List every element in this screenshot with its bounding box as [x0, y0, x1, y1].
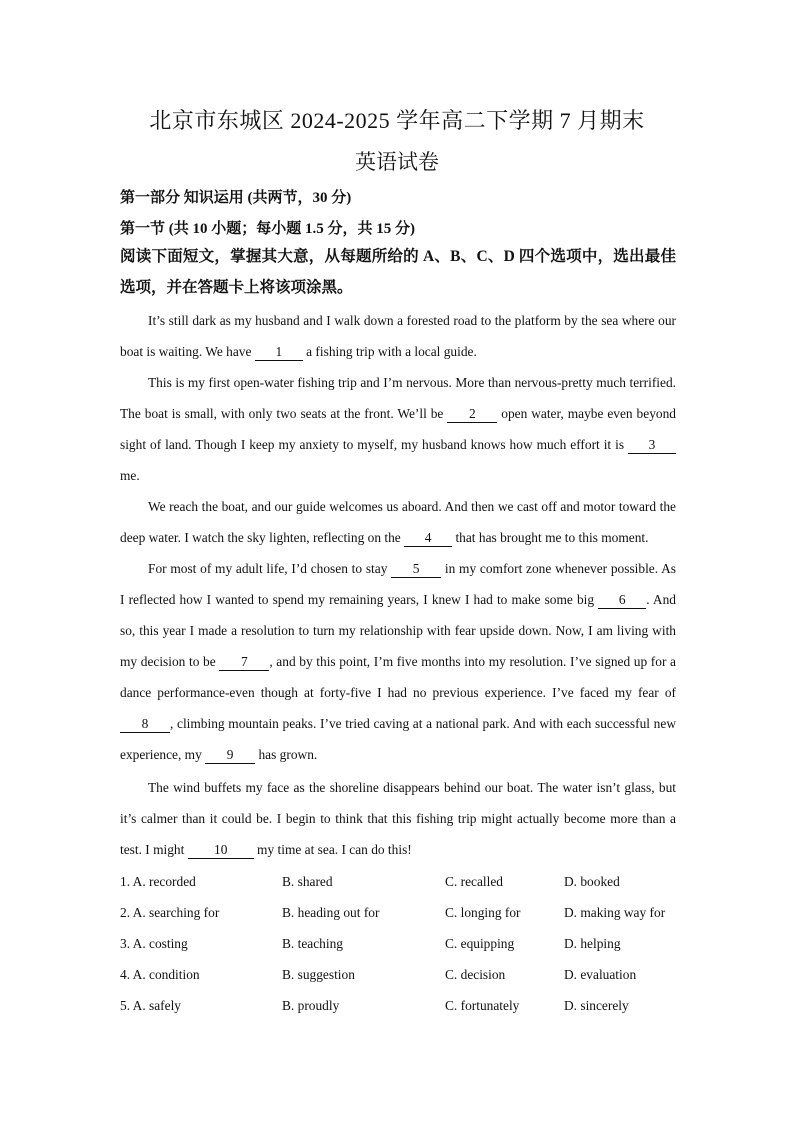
blank-6: 6 [598, 592, 646, 609]
passage-text: We reach the boat, and our guide welcomes us aboard. And then we cast off and motor toward the deep water. I watch the sky lighten, reflecting on the [120, 499, 676, 545]
passage-text: It’s still dark as my husband and I walk down a forested road to the platform by the sea where our boat is waiting. We have [120, 313, 676, 359]
blank-2: 2 [447, 406, 497, 423]
blank-3: 3 [628, 437, 676, 454]
section-heading: 第一节 (共 10 小题；每小题 1.5 分，共 15 分) [120, 221, 415, 237]
exam-title: 北京市东城区 2024-2025 学年高二下学期 7 月期末 [149, 108, 645, 133]
passage-text: . And so, this year I made a resolution to turn my relationship with fear upside down. Now, I am living with my decision to be [120, 592, 676, 669]
blank-7: 7 [219, 654, 269, 671]
passage-paragraph-1 [120, 305, 676, 367]
blank-5: 5 [391, 561, 441, 578]
exam-subtitle: 英语试卷 [355, 150, 439, 174]
passage-paragraph-3 [120, 491, 676, 553]
passage-text: , climbing mountain peaks. I’ve tried caving at a national park. And with each successful new experience, my [120, 716, 676, 762]
option-a: 5. A. safely [120, 997, 181, 1013]
option-d: D. making way for [564, 904, 666, 920]
option-row [120, 959, 700, 990]
passage-text: This is my first open-water fishing trip and I’m nervous. More than nervous-pretty much terrified. The boat is small, with only two seats at the front. We’ll be [120, 375, 676, 421]
option-c: C. equipping [445, 935, 515, 951]
part-heading: 第一部分 知识运用 (共两节，30 分) [120, 190, 352, 206]
passage-text: a fishing trip with a local guide. [302, 344, 477, 359]
option-row [120, 866, 700, 897]
option-b: B. proudly [282, 997, 340, 1013]
passage-text: The wind buffets my face as the shoreline disappears behind our boat. The water isn’t glass, but it’s calmer than it could be. I begin to think that this fishing trip might actually become more than a test. I might [120, 780, 676, 857]
option-c: C. decision [445, 966, 506, 982]
option-c: C. recalled [445, 873, 503, 889]
blank-9: 9 [205, 747, 255, 764]
option-b: B. heading out for [282, 904, 380, 920]
blank-4: 4 [404, 530, 452, 547]
blank-1: 1 [255, 344, 303, 361]
blank-10: 10 [188, 842, 254, 859]
passage-text: that has brought me to this moment. [452, 530, 649, 545]
option-d: D. evaluation [564, 966, 637, 982]
option-a: 1. A. recorded [120, 873, 196, 889]
passage-text: open water, maybe even beyond sight of land. Though I keep my anxiety to myself, my husband knows how much effort it is [120, 406, 676, 452]
answer-options [120, 866, 700, 1021]
option-d: D. booked [564, 873, 620, 889]
blank-8: 8 [120, 716, 170, 733]
option-row [120, 990, 700, 1021]
option-a: 4. A. condition [120, 966, 200, 982]
passage-paragraph-2 [120, 367, 676, 491]
option-d: D. sincerely [564, 997, 629, 1013]
option-c: C. fortunately [445, 997, 520, 1013]
option-row [120, 928, 700, 959]
passage-paragraph-5 [120, 772, 676, 865]
passage-text: has grown. [255, 747, 318, 762]
option-a: 2. A. searching for [120, 904, 220, 920]
passage-text: my time at sea. I can do this! [253, 842, 412, 857]
passage-text: For most of my adult life, I’d chosen to stay [148, 561, 392, 576]
option-b: B. suggestion [282, 966, 355, 982]
option-a: 3. A. costing [120, 935, 188, 951]
passage-text: , and by this point, I’m five months into my resolution. I’ve signed up for a dance performance-even though at forty-five I had no previous experience. I’ve faced my fear of [120, 654, 677, 700]
instruction-text: 阅读下面短文，掌握其大意，从每题所给的 A、B、C、D 四个选项中，选出最佳选项，并在答题卡上将该项涂黑。 [120, 248, 676, 296]
passage-paragraph-4 [120, 553, 676, 770]
passage-text: in my comfort zone whenever possible. As I reflected how I wanted to spend my remaining years, I knew I had to make some big [120, 561, 676, 607]
option-row [120, 897, 700, 928]
option-b: B. teaching [282, 935, 343, 951]
option-d: D. helping [564, 935, 621, 951]
option-c: C. longing for [445, 904, 521, 920]
passage-text: me. [120, 468, 140, 483]
option-b: B. shared [282, 873, 333, 889]
